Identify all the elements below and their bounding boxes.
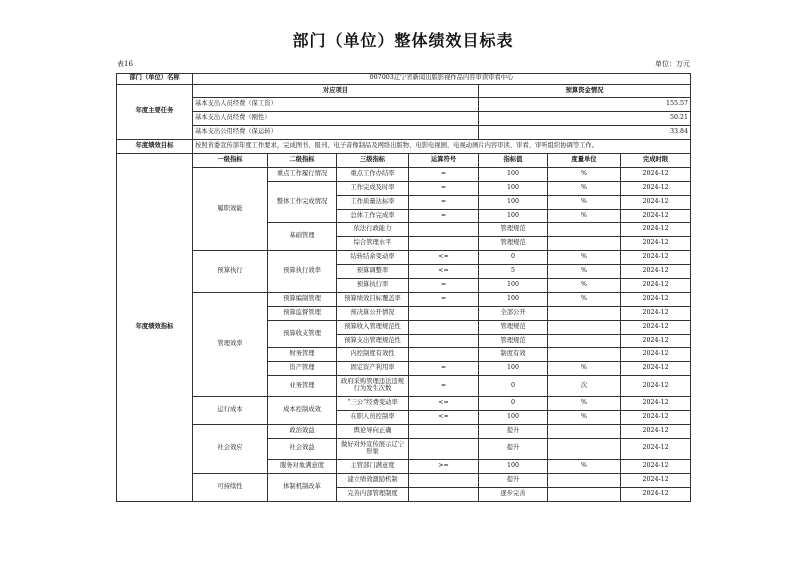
operator [409, 334, 479, 348]
operator: <= [409, 397, 479, 411]
level3-indicator: 政府采购管理违法违规行为发生次数 [337, 376, 409, 397]
deadline: 2024-12 [621, 223, 691, 237]
level3-indicator: 重点工作办结率 [337, 167, 409, 181]
level3-indicator: 在职人员控制率 [337, 411, 409, 425]
operator: = [409, 376, 479, 397]
level2-indicator: 预算执行效率 [268, 251, 337, 293]
annual-goal-label: 年度绩效目标 [117, 140, 193, 154]
measure-unit [548, 223, 621, 237]
deadline: 2024-12 [621, 265, 691, 279]
deadline: 2024-12 [621, 292, 691, 306]
indicator-value: 0 [479, 376, 548, 397]
operator [409, 473, 479, 487]
deadline: 2024-12 [621, 473, 691, 487]
deadline: 2024-12 [621, 181, 691, 195]
operator: >= [409, 459, 479, 473]
level3-indicator: 做好对外宣传展示辽宁形象 [337, 438, 409, 459]
level3-indicator: 预算执行率 [337, 278, 409, 292]
operator [409, 320, 479, 334]
measure-unit: % [548, 167, 621, 181]
deadline: 2024-12 [621, 487, 691, 501]
level3-indicator: 工作质量达标率 [337, 195, 409, 209]
level3-indicator: 依法行政能力 [337, 223, 409, 237]
measure-unit [548, 237, 621, 251]
level3-indicator: 预决算公开情况 [337, 306, 409, 320]
measure-unit [548, 487, 621, 501]
level1-indicator: 预算执行 [193, 251, 268, 293]
level3-indicator: 建立绩效激励机制 [337, 473, 409, 487]
indicator-header: 二级指标 [268, 153, 337, 167]
level2-indicator: 基础管理 [268, 223, 337, 251]
indicator-value: 提升 [479, 424, 548, 438]
measure-unit [548, 348, 621, 362]
indicator-value: 提升 [479, 438, 548, 459]
deadline: 2024-12 [621, 278, 691, 292]
deadline: 2024-12 [621, 195, 691, 209]
measure-unit: % [548, 209, 621, 223]
level2-indicator: 重点工作履行情况 [268, 167, 337, 181]
operator: = [409, 362, 479, 376]
task-amount: 155.57 [479, 98, 691, 112]
annual-goal-text: 按照省委宣传部年度工作要求，完成图书、报刊、电子音像制品及网络出版物、电影电视剧、电视动画片内容审读、审看、审听组织协调等工作。 [193, 140, 691, 154]
task-amount: 33.84 [479, 126, 691, 140]
operator: = [409, 167, 479, 181]
level3-indicator: 工作完成及时率 [337, 181, 409, 195]
indicator-value: 管理规范 [479, 320, 548, 334]
level1-indicator: 运行成本 [193, 397, 268, 425]
indicator-header: 度量单位 [548, 153, 621, 167]
task-item: 基本支出人员经费（刚性） [193, 112, 479, 126]
measure-unit [548, 306, 621, 320]
measure-unit: % [548, 362, 621, 376]
level2-indicator: 财务管理 [268, 348, 337, 362]
level1-indicator: 履职效能 [193, 167, 268, 250]
measure-unit [548, 438, 621, 459]
indicator-value: 5 [479, 265, 548, 279]
main-task-label: 年度主要任务 [117, 84, 193, 140]
task-amount: 50.21 [479, 112, 691, 126]
operator [409, 306, 479, 320]
task-header-item: 对应项目 [193, 84, 479, 98]
dept-name-label: 部门（单位）名称 [117, 74, 193, 85]
measure-unit [548, 473, 621, 487]
indicator-header: 三级指标 [337, 153, 409, 167]
level1-indicator: 管理效率 [193, 292, 268, 396]
indicator-value: 100 [479, 209, 548, 223]
indicator-value: 0 [479, 397, 548, 411]
dept-name-value: 007003辽宁省新闻出版影视作品内容审读审看中心 [193, 74, 691, 85]
performance-table [116, 73, 691, 502]
operator: = [409, 209, 479, 223]
measure-unit: % [548, 278, 621, 292]
measure-unit: % [548, 251, 621, 265]
indicator-value: 0 [479, 251, 548, 265]
level3-indicator: 内控制度有效性 [337, 348, 409, 362]
operator: = [409, 278, 479, 292]
level3-indicator: 完善内部管理制度 [337, 487, 409, 501]
deadline: 2024-12 [621, 397, 691, 411]
operator [409, 424, 479, 438]
operator: <= [409, 265, 479, 279]
operator [409, 223, 479, 237]
operator [409, 487, 479, 501]
level3-indicator: 主管部门满意度 [337, 459, 409, 473]
indicator-value: 100 [479, 411, 548, 425]
indicator-value: 管理规范 [479, 334, 548, 348]
indicator-value: 提升 [479, 473, 548, 487]
deadline: 2024-12 [621, 376, 691, 397]
level2-indicator: 政治效益 [268, 424, 337, 438]
level2-indicator: 预算收支管理 [268, 320, 337, 348]
indicator-value: 全部公开 [479, 306, 548, 320]
level3-indicator: 综合管理水平 [337, 237, 409, 251]
level3-indicator: 预算调整率 [337, 265, 409, 279]
level3-indicator: 结转结余变动率 [337, 251, 409, 265]
unit-label: 单位：万元 [655, 60, 690, 68]
deadline: 2024-12 [621, 167, 691, 181]
operator: = [409, 195, 479, 209]
level2-indicator: 社会效益 [268, 438, 337, 459]
task-item: 基本支出公用经费（保运转） [193, 126, 479, 140]
indicator-header: 指标值 [479, 153, 548, 167]
level3-indicator: 预算绩效目标覆盖率 [337, 292, 409, 306]
deadline: 2024-12 [621, 438, 691, 459]
indicator-header: 运算符号 [409, 153, 479, 167]
deadline: 2024-12 [621, 320, 691, 334]
level2-indicator: 业务管理 [268, 376, 337, 397]
level3-indicator: 预算收入管理规范性 [337, 320, 409, 334]
indicator-header: 完成时限 [621, 153, 691, 167]
level2-indicator: 服务对象满意度 [268, 459, 337, 473]
indicator-value: 100 [479, 167, 548, 181]
deadline: 2024-12 [621, 459, 691, 473]
level3-indicator: 预算支出管理规范性 [337, 334, 409, 348]
level2-indicator: 资产管理 [268, 362, 337, 376]
measure-unit [548, 334, 621, 348]
deadline: 2024-12 [621, 209, 691, 223]
indicator-value: 100 [479, 195, 548, 209]
level1-indicator: 社会效应 [193, 424, 268, 473]
operator: = [409, 181, 479, 195]
measure-unit [548, 320, 621, 334]
indicator-label: 年度绩效指标 [117, 153, 193, 501]
measure-unit: % [548, 459, 621, 473]
page-title: 部门（单位）整体绩效目标表 [292, 31, 514, 50]
level2-indicator: 成本控制成效 [268, 397, 337, 425]
level3-indicator: 固定资产利用率 [337, 362, 409, 376]
operator: <= [409, 251, 479, 265]
indicator-value: 管理规范 [479, 223, 548, 237]
task-header-budget: 预算资金情况 [479, 84, 691, 98]
table-number: 表16 [117, 60, 133, 68]
measure-unit: 次 [548, 376, 621, 397]
measure-unit: % [548, 411, 621, 425]
indicator-header: 一级指标 [193, 153, 268, 167]
task-item: 基本支出人员经费（保工资） [193, 98, 479, 112]
indicator-value: 逐步完善 [479, 487, 548, 501]
deadline: 2024-12 [621, 424, 691, 438]
measure-unit: % [548, 195, 621, 209]
level3-indicator: 总体工作完成率 [337, 209, 409, 223]
indicator-value: 100 [479, 292, 548, 306]
level2-indicator: 预算监督管理 [268, 306, 337, 320]
indicator-value: 100 [479, 362, 548, 376]
deadline: 2024-12 [621, 362, 691, 376]
operator [409, 438, 479, 459]
deadline: 2024-12 [621, 411, 691, 425]
measure-unit: % [548, 181, 621, 195]
indicator-value: 100 [479, 278, 548, 292]
level2-indicator: 整体工作完成情况 [268, 181, 337, 223]
measure-unit: % [548, 397, 621, 411]
level1-indicator: 可持续性 [193, 473, 268, 501]
deadline: 2024-12 [621, 334, 691, 348]
level3-indicator: “三公”经费变动率 [337, 397, 409, 411]
indicator-value: 100 [479, 181, 548, 195]
measure-unit: % [548, 292, 621, 306]
deadline: 2024-12 [621, 251, 691, 265]
level3-indicator: 舆论导向正确 [337, 424, 409, 438]
level2-indicator: 体制机制改革 [268, 473, 337, 501]
deadline: 2024-12 [621, 237, 691, 251]
deadline: 2024-12 [621, 348, 691, 362]
indicator-value: 管理规范 [479, 237, 548, 251]
operator: = [409, 292, 479, 306]
operator [409, 237, 479, 251]
level2-indicator: 预算编制管理 [268, 292, 337, 306]
operator [409, 348, 479, 362]
measure-unit: % [548, 265, 621, 279]
indicator-value: 100 [479, 459, 548, 473]
operator: <= [409, 411, 479, 425]
measure-unit [548, 424, 621, 438]
indicator-value: 制度有效 [479, 348, 548, 362]
deadline: 2024-12 [621, 306, 691, 320]
